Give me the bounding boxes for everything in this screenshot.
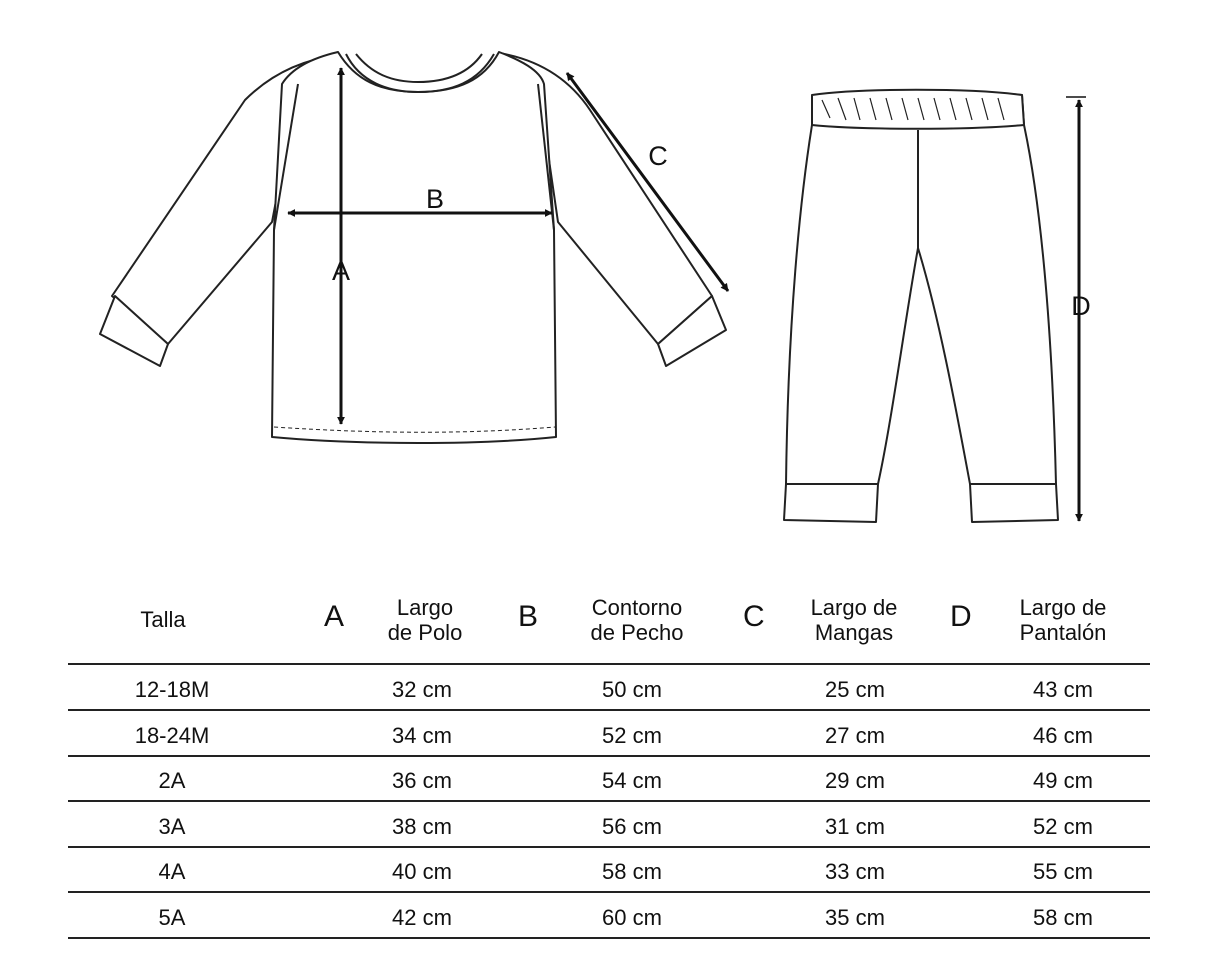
- cell-c: 27 cm: [825, 722, 885, 748]
- pants-right-cuff: [970, 484, 1058, 522]
- header-size: Talla: [140, 607, 186, 632]
- table-rule: [68, 663, 1150, 665]
- header-d-label: Largo de Pantalón: [1019, 595, 1107, 645]
- cell-c: 25 cm: [825, 677, 885, 702]
- cell-a: 36 cm: [392, 768, 452, 793]
- cell-d: 55 cm: [1033, 859, 1093, 884]
- header-a-letter: A: [324, 600, 345, 633]
- label-d: D: [1071, 291, 1091, 321]
- cell-b: 60 cm: [602, 904, 662, 930]
- pants-body: [786, 91, 1056, 484]
- cell-d: 46 cm: [1033, 722, 1093, 748]
- cell-size: 2A: [158, 768, 186, 793]
- cell-d: 52 cm: [1033, 813, 1093, 839]
- label-b: B: [425, 184, 445, 214]
- cell-c: 33 cm: [825, 859, 885, 884]
- pants-left-cuff: [784, 484, 878, 522]
- label-c: C: [648, 141, 668, 171]
- pants-drawing: [784, 90, 1058, 522]
- header-d-letter: D: [950, 600, 972, 633]
- cell-size: 12-18M: [134, 677, 210, 702]
- cell-b: 54 cm: [602, 768, 662, 793]
- cell-c: 35 cm: [825, 904, 885, 930]
- cell-b: 56 cm: [602, 813, 662, 839]
- label-a: A: [331, 256, 351, 286]
- cell-c: 31 cm: [825, 813, 885, 839]
- cell-b: 58 cm: [602, 859, 662, 884]
- table-rule: [68, 937, 1150, 939]
- cell-d: 49 cm: [1033, 768, 1093, 793]
- cell-a: 42 cm: [392, 904, 452, 930]
- cell-a: 40 cm: [392, 859, 452, 884]
- shirt-body: [272, 52, 556, 443]
- cell-d: 58 cm: [1033, 904, 1093, 930]
- cell-d: 43 cm: [1033, 677, 1093, 702]
- table-rule: [68, 709, 1150, 711]
- header-c-label: Largo de Mangas: [810, 595, 898, 645]
- pants-waistband: [812, 90, 1024, 129]
- cell-size: 4A: [158, 859, 186, 884]
- cell-a: 32 cm: [392, 677, 452, 702]
- cell-b: 52 cm: [602, 722, 662, 748]
- table-rule: [68, 755, 1150, 757]
- cell-size: 3A: [158, 813, 186, 839]
- cell-size: 5A: [158, 904, 186, 930]
- cell-a: 38 cm: [392, 813, 452, 839]
- cell-a: 34 cm: [392, 722, 452, 748]
- cell-b: 50 cm: [602, 677, 662, 702]
- cell-size: 18-24M: [134, 722, 210, 748]
- table-rule: [68, 800, 1150, 802]
- header-b-label: Contorno de Pecho: [590, 595, 684, 645]
- shirt-drawing: [100, 52, 726, 443]
- header-c-letter: C: [743, 600, 765, 633]
- table-rule: [68, 846, 1150, 848]
- header-b-letter: B: [518, 600, 539, 633]
- cell-c: 29 cm: [825, 768, 885, 793]
- table-rule: [68, 891, 1150, 893]
- header-a-label: Largo de Polo: [387, 595, 463, 645]
